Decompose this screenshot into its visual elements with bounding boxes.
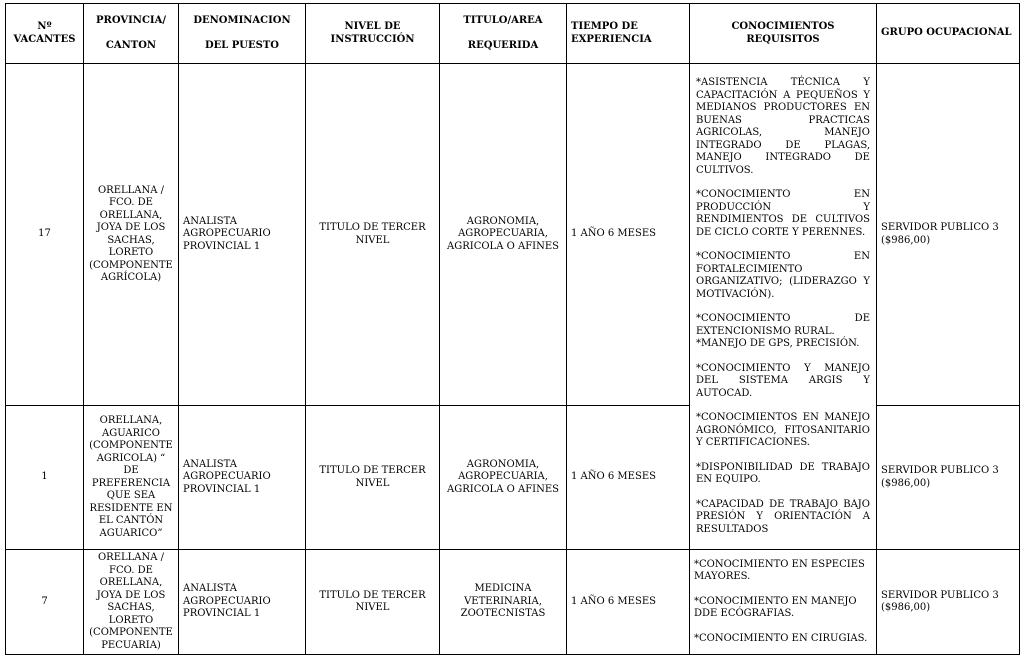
requirement-item: *CAPACIDAD DE TRABAJO BAJO PRESIÓN Y ORIENTACIÓN A RESULTADOS (696, 498, 870, 535)
header-conocimientos: CONOCIMIENTOS REQUISITOS (690, 4, 877, 64)
header-denominacion-line1: DENOMINACION (193, 15, 291, 26)
cell-provincia: ORELLANA / FCO. DE ORELLANA, JOYA DE LOS SACHAS, LORETO (COMPONENTE AGRÍCOLA) (84, 64, 179, 406)
header-titulo (440, 4, 567, 64)
cell-grupo: SERVIDOR PUBLICO 3 ($986,00) (877, 64, 1020, 406)
cell-nivel: TITULO DE TERCER NIVEL (306, 406, 440, 550)
cell-vacantes: 1 (6, 406, 84, 550)
cell-provincia: ORELLANA, AGUARICO (COMPONENTE AGRICOLA) “ DE PREFERENCIA QUE SEA RESIDENTE EN EL CANTÓN AGUARICO” (84, 406, 179, 550)
header-vacantes: Nº VACANTES (6, 4, 84, 64)
cell-titulo: MEDICINA VETERINARIA, ZOOTECNISTAS (440, 550, 567, 655)
header-provincia-line1: PROVINCIA/ (96, 15, 166, 26)
requirement-item: *CONOCIMIENTO EN MANEJO DDE ECÓGRAFIAS. (694, 595, 857, 620)
table-row (6, 550, 1020, 655)
cell-provincia: ORELLANA / FCO. DE ORELLANA, JOYA DE LOS SACHAS, LORETO (COMPONENTE PECUARIA) (84, 550, 179, 655)
cell-grupo: SERVIDOR PUBLICO 3 ($986,00) (877, 550, 1020, 655)
header-titulo-line1: TITULO/AREA (463, 15, 543, 26)
header-provincia-line2: CANTON (105, 39, 157, 51)
requirement-item: *CONOCIMIENTO EN PRODUCCIÓN Y RENDIMIENTOS DE CULTIVOS DE CICLO CORTE Y PERENNES. (696, 189, 870, 238)
cell-titulo: AGRONOMIA, AGROPECUARIA, AGRICOLA O AFINES (440, 64, 567, 406)
vacancies-table (5, 3, 1020, 655)
header-titulo-line2: REQUERIDA (467, 39, 539, 51)
requirement-item: *CONOCIMIENTO DE EXTENCIONISMO RURAL. (696, 313, 870, 337)
cell-conocimientos-agricola (690, 64, 877, 550)
header-tiempo: TIEMPO DE EXPERIENCIA (567, 4, 690, 64)
cell-titulo: AGRONOMIA, AGROPECUARIA, AGRICOLA O AFINES (440, 406, 567, 550)
cell-tiempo: 1 AÑO 6 MESES (567, 550, 690, 655)
requirement-item: *CONOCIMIENTO EN ESPECIES MAYORES. (694, 558, 865, 583)
header-nivel: NIVEL DE INSTRUCCIÓN (306, 4, 440, 64)
cell-vacantes: 17 (6, 64, 84, 406)
requirement-item: *CONOCIMIENTO Y MANEJO DEL SISTEMA ARGIS Y AUTOCAD. (696, 362, 870, 399)
cell-denominacion: ANALISTA AGROPECUARIO PROVINCIAL 1 (179, 406, 306, 550)
requirement-item: *ASISTENCIA TÉCNICA Y CAPACITACIÓN A PEQUEÑOS Y MEDIANOS PRODUCTORES EN BUENAS PRACTICAS AGRICOLAS, MANEJO INTEGRADO DE PLAGAS, MANEJO INTEGRADO DE CULTIVOS. (696, 77, 870, 176)
requirement-item: *CONOCIMIENTO EN CIRUGIAS. (694, 632, 868, 644)
requirement-item: *MANEJO DE GPS, PRECISIÓN. (696, 338, 860, 349)
requirement-item: *DISPONIBILIDAD DE TRABAJO EN EQUIPO. (696, 461, 870, 485)
requirement-item: *CONOCIMIENTOS EN MANEJO AGRONÓMICO, FITOSANITARIO Y CERTIFICACIONES. (696, 412, 870, 448)
cell-tiempo: 1 AÑO 6 MESES (567, 406, 690, 550)
cell-grupo: SERVIDOR PUBLICO 3 ($986,00) (877, 406, 1020, 550)
header-denominacion-line2: DEL PUESTO (204, 39, 280, 51)
header-denominacion (179, 4, 306, 64)
cell-nivel: TITULO DE TERCER NIVEL (306, 64, 440, 406)
table-row (6, 64, 1020, 406)
header-grupo: GRUPO OCUPACIONAL (877, 4, 1020, 64)
cell-nivel: TITULO DE TERCER NIVEL (306, 550, 440, 655)
cell-denominacion: ANALISTA AGROPECUARIO PROVINCIAL 1 (179, 550, 306, 655)
cell-denominacion: ANALISTA AGROPECUARIO PROVINCIAL 1 (179, 64, 306, 406)
cell-vacantes: 7 (6, 550, 84, 655)
header-provincia (84, 4, 179, 64)
cell-tiempo: 1 AÑO 6 MESES (567, 64, 690, 406)
header-row (6, 4, 1020, 64)
cell-conocimientos-pecuaria (690, 550, 877, 655)
requirement-item: *CONOCIMIENTO EN FORTALECIMIENTO ORGANIZATIVO; (LIDERAZGO Y MOTIVACIÓN). (696, 251, 870, 300)
